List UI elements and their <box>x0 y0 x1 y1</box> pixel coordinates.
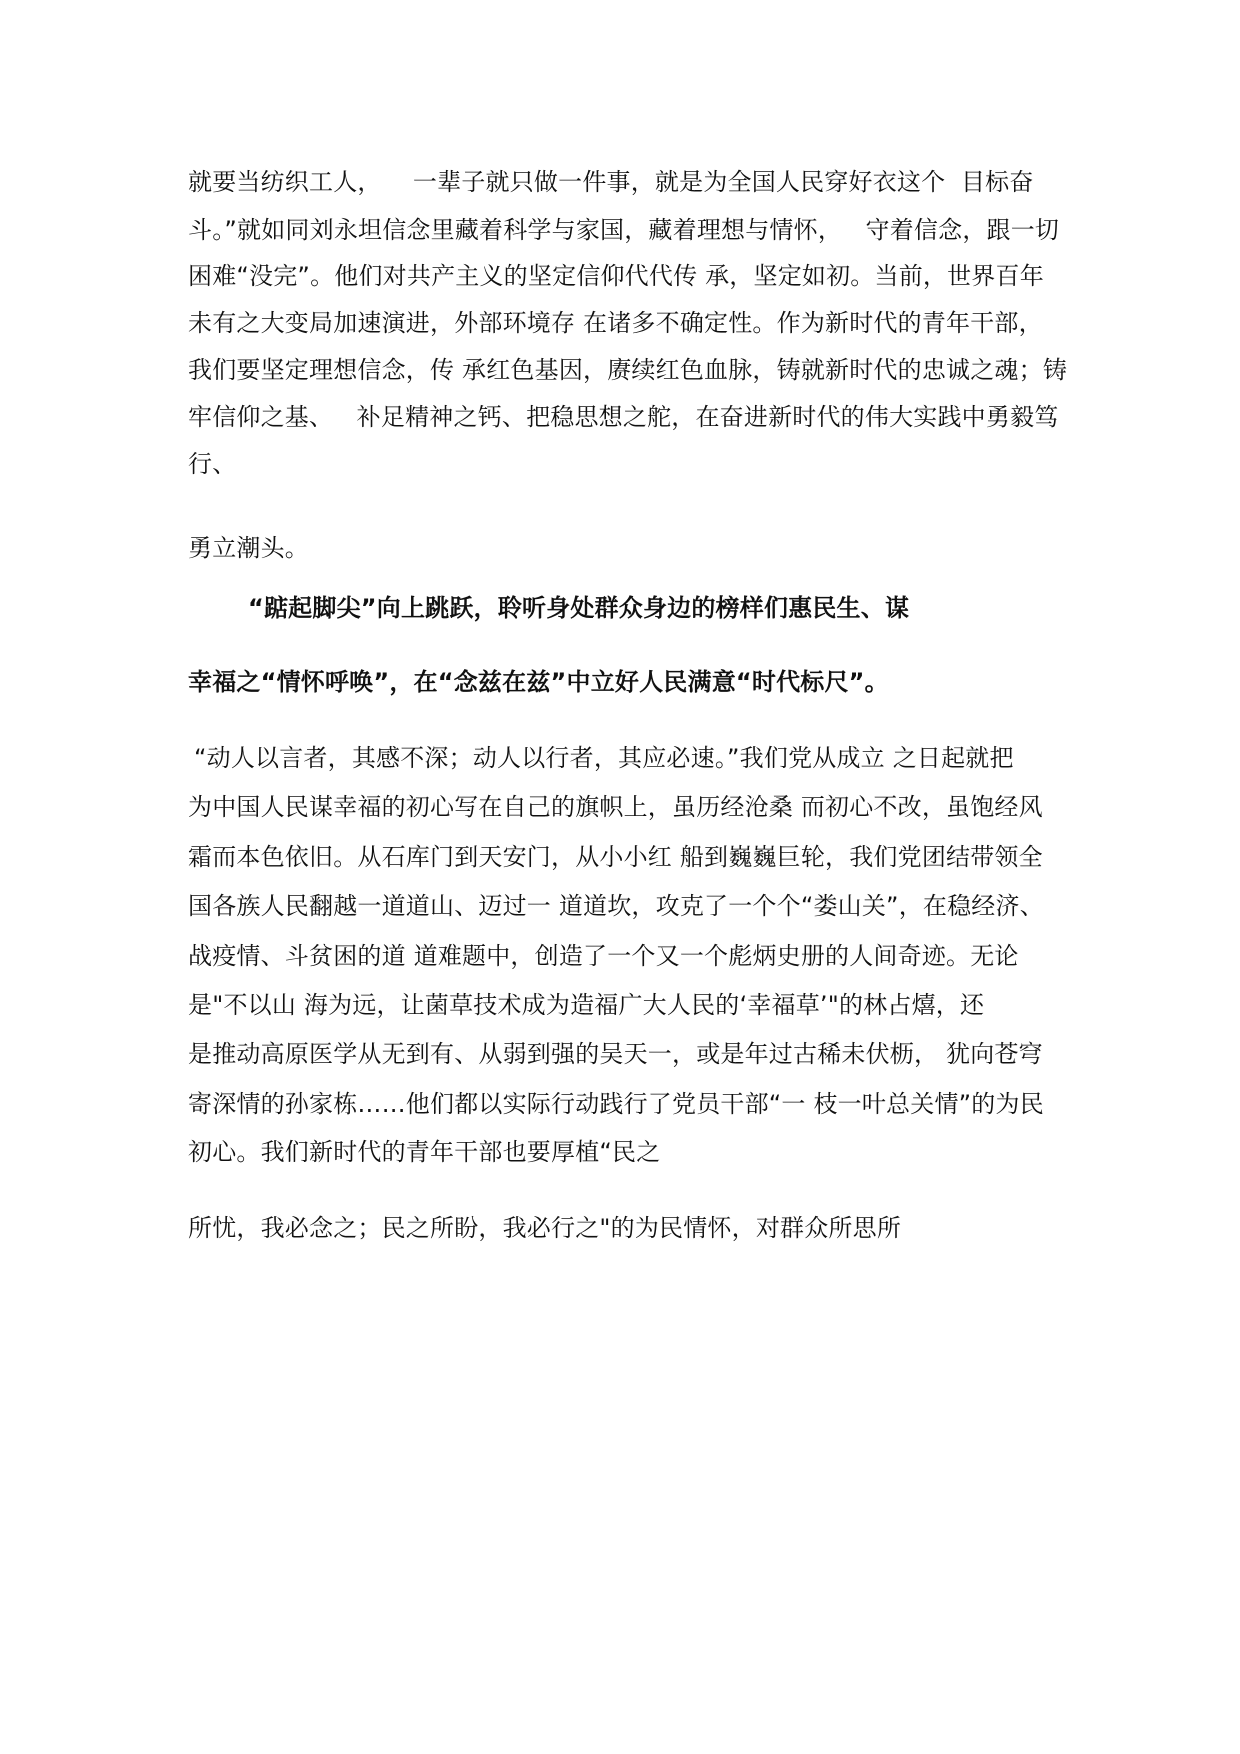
section-heading-line: 幸福之“情怀呼唤”，在“念兹在兹”中立好人民满意“时代标尺”。 <box>188 668 889 696</box>
paragraph-line: 所忧，我必念之；民之所盼，我必行之"的为民情怀，对群众所思所 <box>188 1214 902 1242</box>
paragraph-line: 国各族人民翻越一道道山、迈过一 道道坎，攻克了一个个“娄山关”，在稳经济、 <box>188 892 1044 920</box>
paragraph-line: 寄深情的孙家栋……他们都以实际行动践行了党员干部“一 枝一叶总关情”的为民 <box>188 1090 1044 1118</box>
paragraph-line: 为中国人民谋幸福的初心写在自己的旗帜上，虽历经沧桑 而初心不改，虽饱经风 <box>188 793 1043 821</box>
paragraph-line: 我们要坚定理想信念，传 承红色基因，赓续红色血脉，铸就新时代的忠诚之魂；铸 <box>188 356 1068 384</box>
paragraph-line: 是推动高原医学从无到有、从弱到强的吴天一，或是年过古稀未伏枥， 犹向苍穹 <box>188 1040 1043 1068</box>
paragraph-line: 就要当纺织工人， 一辈子就只做一件事，就是为全国人民穿好衣这个 目标奋 <box>188 168 1034 196</box>
paragraph-line: 牢信仰之基、 补足精神之钙、把稳思想之舵，在奋进新时代的伟大实践中勇毅笃 <box>188 403 1059 431</box>
paragraph-line: 困难“没完”。他们对共产主义的坚定信仰代代传 承，坚定如初。当前，世界百年 <box>188 262 1044 290</box>
paragraph-line: 初心。我们新时代的青年干部也要厚植“民之 <box>188 1138 661 1166</box>
paragraph-line: 勇立潮头。 <box>188 534 309 562</box>
paragraph-line: 斗。”就如同刘永坦信念里藏着科学与家国，藏着理想与情怀， 守着信念，跟一切 <box>188 216 1060 244</box>
paragraph-line: “动人以言者，其感不深；动人以行者，其应必速。”我们党从成立 之日起就把 <box>194 744 1014 772</box>
section-heading-line: “踮起脚尖”向上跳跃，聆听身处群众身边的榜样们惠民生、谋 <box>248 594 910 622</box>
paragraph-line: 战疫情、斗贫困的道 道难题中，创造了一个又一个彪炳史册的人间奇迹。无论 <box>188 942 1019 970</box>
paragraph-line: 霜而本色依旧。从石库门到天安门，从小小红 船到巍巍巨轮，我们党团结带领全 <box>188 843 1043 871</box>
paragraph-line: 是"不以山 海为远，让菌草技术成为造福广大人民的‘幸福草’"的林占熺，还 <box>188 991 985 1019</box>
paragraph-line: 行、 <box>188 450 237 478</box>
paragraph-line: 未有之大变局加速演进，外部环境存 在诸多不确定性。作为新时代的青年干部， <box>188 309 1043 337</box>
